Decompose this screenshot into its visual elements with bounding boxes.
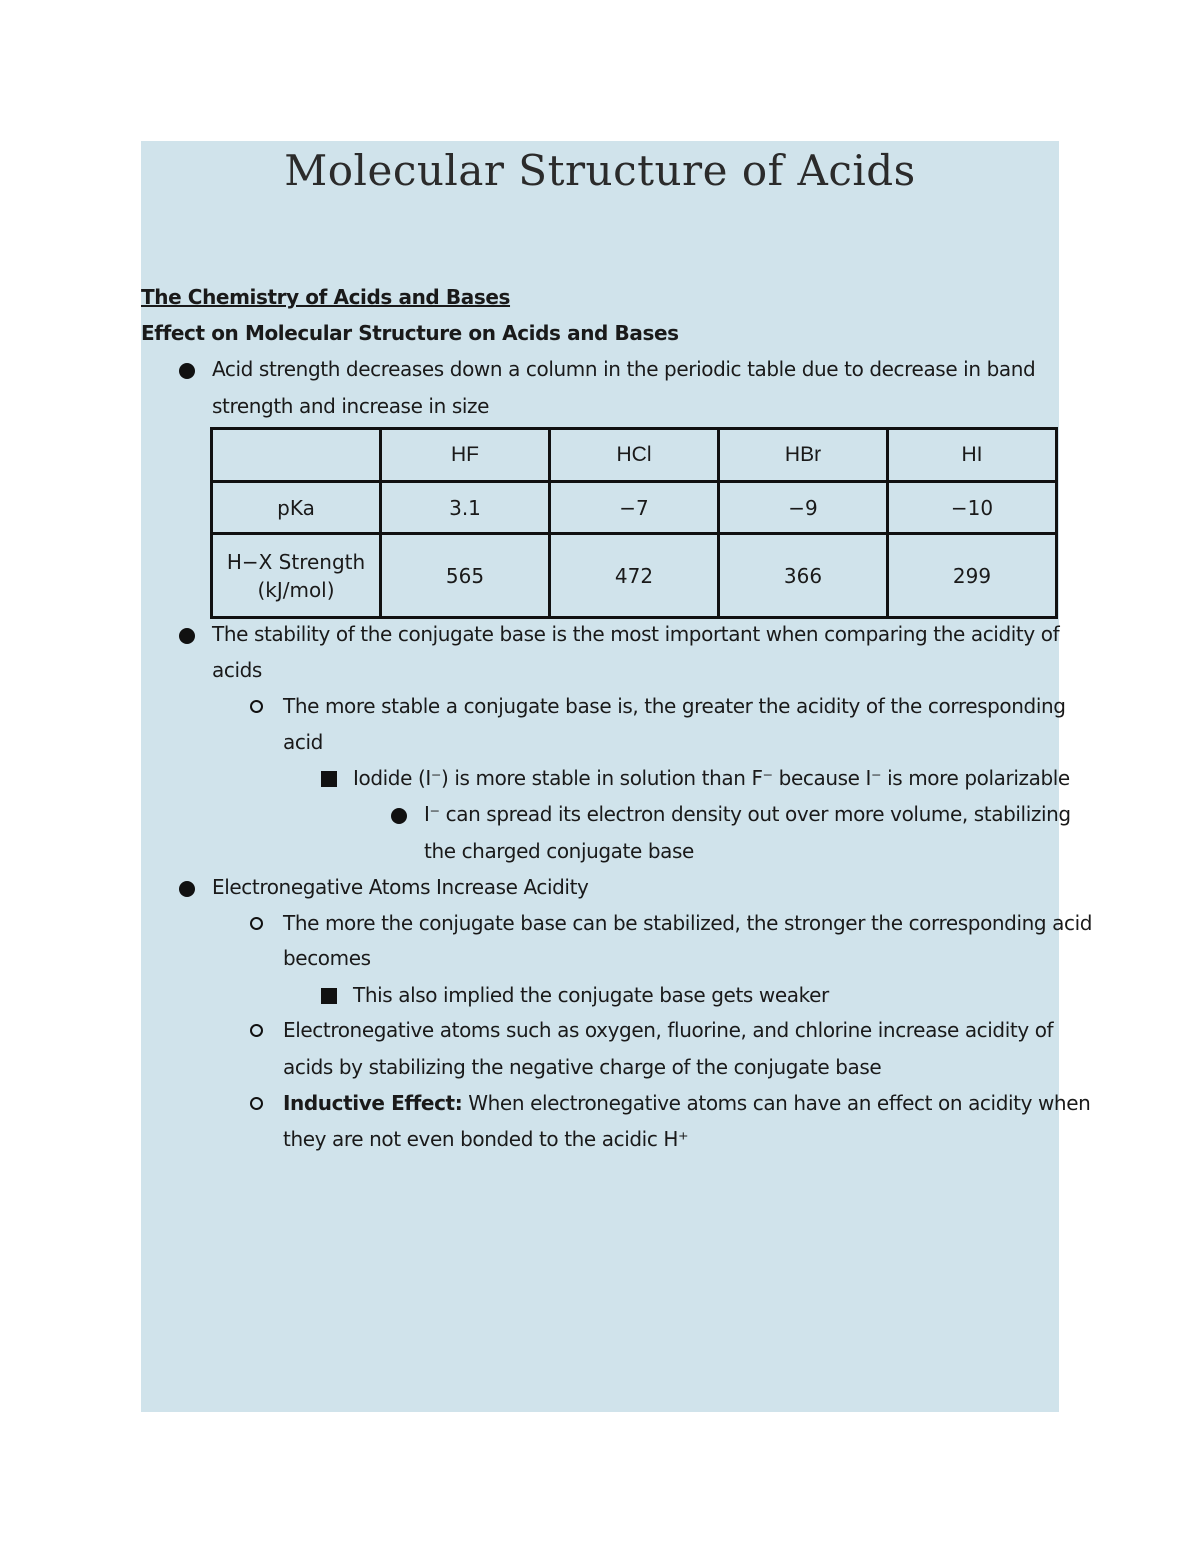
- bullet3-text: Electronegative Atoms Increase Acidity: [212, 875, 589, 899]
- table-cell: 565: [381, 534, 550, 618]
- page-title: Molecular Structure of Acids: [284, 146, 916, 195]
- bullet3-sub3-line1: [283, 1085, 1090, 1121]
- bullet-circle-icon: [250, 700, 263, 713]
- bullet3-sub1-line1: The more the conjugate base can be stabilized, the stronger the corresponding acid: [283, 911, 1093, 935]
- table-header-cell: HCl: [550, 429, 719, 482]
- table-cell: −7: [550, 481, 719, 534]
- bullet3-sub1-line2: becomes: [283, 946, 371, 970]
- table-row: [212, 481, 1057, 534]
- table-cell: 366: [719, 534, 888, 618]
- acid-strength-table: [210, 427, 1058, 619]
- bullet3-sub3-line2: they are not even bonded to the acidic H⁺: [283, 1127, 689, 1151]
- bullet1-line2: strength and increase in size: [212, 394, 490, 418]
- bullet2-sq1-text: Iodide (I⁻) is more stable in solution than F⁻ because I⁻ is more polarizable: [353, 766, 1070, 790]
- bullet1-line1: Acid strength decreases down a column in the periodic table due to decrease in band: [212, 357, 1036, 381]
- table-cell: −10: [888, 481, 1057, 534]
- bullet2-line2: acids: [212, 658, 262, 682]
- table-row-label: pKa: [212, 481, 381, 534]
- table-row-label-line2: (kJ/mol): [257, 577, 335, 602]
- table-cell: 472: [550, 534, 719, 618]
- bullet3-sub1-sq1: This also implied the conjugate base gets weaker: [353, 983, 829, 1007]
- bullet-circle-icon: [250, 917, 263, 930]
- bullet2-line1: The stability of the conjugate base is the most important when comparing the acidity of: [212, 622, 1060, 646]
- table-row-label-line1: H−X Strength: [226, 549, 366, 574]
- bullet2-dot1-line2: the charged conjugate base: [424, 839, 694, 863]
- table-header-cell: [212, 429, 381, 482]
- table-header-cell: HI: [888, 429, 1057, 482]
- subheading: Effect on Molecular Structure on Acids and Bases: [141, 321, 679, 345]
- table-header-row: [212, 429, 1057, 482]
- bullet-disc-icon: [179, 628, 195, 644]
- table-row-label: [212, 534, 381, 618]
- table-cell: 299: [888, 534, 1057, 618]
- bullet-disc-icon: [179, 363, 195, 379]
- bullet-circle-icon: [250, 1024, 263, 1037]
- bullet-disc-icon: [391, 808, 407, 824]
- bullet3-sub2-line1: Electronegative atoms such as oxygen, fluorine, and chlorine increase acidity of: [283, 1018, 1054, 1042]
- table-row: [212, 534, 1057, 618]
- bullet-square-icon: [321, 771, 337, 787]
- table-header-cell: HF: [381, 429, 550, 482]
- bullet3-sub3-line1-text: When electronegative atoms can have an effect on acidity when: [462, 1091, 1091, 1115]
- bullet3-sub2-line2: acids by stabilizing the negative charge of the conjugate base: [283, 1055, 882, 1079]
- table-cell: 3.1: [381, 481, 550, 534]
- bullet-circle-icon: [250, 1097, 263, 1110]
- bullet2-sub1-line2: acid: [283, 730, 323, 754]
- bullet2-dot1-line1: I⁻ can spread its electron density out over more volume, stabilizing: [424, 802, 1071, 826]
- table-header-cell: HBr: [719, 429, 888, 482]
- section-heading: The Chemistry of Acids and Bases: [141, 285, 511, 309]
- bullet-square-icon: [321, 988, 337, 1004]
- bullet2-sub1-line1: The more stable a conjugate base is, the greater the acidity of the corresponding: [283, 694, 1066, 718]
- bullet-disc-icon: [179, 881, 195, 897]
- table-cell: −9: [719, 481, 888, 534]
- inductive-effect-term: Inductive Effect:: [283, 1091, 463, 1115]
